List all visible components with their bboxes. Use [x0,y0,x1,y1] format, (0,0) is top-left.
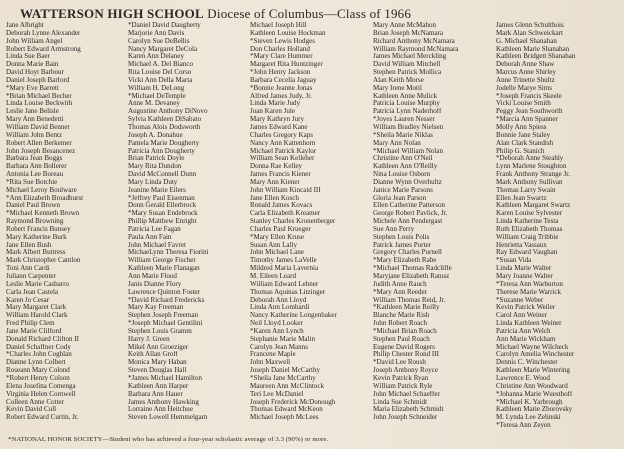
student-name: Michael Patrick Kaylor [250,147,317,155]
student-name: Jodelle Marye Sims [496,84,552,92]
student-name: *Steven Lewis Hodges [250,37,315,45]
student-name: *Michael K. Yarbrough [496,398,563,406]
student-name: Lorraine Ann Heitchue [128,406,193,414]
student-name: Elena Josefina Comenga [6,382,76,390]
student-name: Augustine Anthony DiNovo [128,108,208,116]
student-name: Linda Marie Judy [250,100,301,108]
student-name: Alan Clark Standish [496,139,554,147]
student-name: James Edward Kane [250,123,308,131]
student-name: Stephanie Marie Malin [250,335,315,343]
student-name: Ray Edward Vaughan [496,249,558,257]
student-name: Joan Karen Jule [250,108,296,116]
student-name: Lynn Marlene Stoughton [496,163,567,171]
student-name: Neil Lloyd Looker [250,320,303,328]
student-name: Jane Ellen Bush [6,241,52,249]
student-name: Linda Ann Lombardi [250,304,310,312]
student-name: Kathleen Ann O'Reilly [373,163,438,171]
student-name: Michele Ann Pendergast [373,218,443,226]
student-name: Maureen Ann McClintock [250,382,324,390]
student-name: Alan Keith Morse [373,76,424,84]
student-name: Jane Ellen Kosch [250,194,299,202]
student-name: Brian Joseph McNamara [373,29,444,37]
student-name: *Sheila Marie Niklas [373,131,433,139]
student-name: William Edward Lehner [250,280,319,288]
student-name: Mary Kay Freeman [128,304,184,312]
student-name: M. Eileen Leard [250,273,296,280]
student-name: Richard Anthony McNamara [373,37,455,45]
student-name: Robert Edward Curtin, Jr. [6,414,79,422]
student-name: Charles Paul Krueger [250,225,311,233]
student-name: Stephen Paul Roach [373,335,430,343]
student-name: Ellen Jean Swartz [496,194,547,202]
student-name: Kevin Patrick Weiler [496,304,556,312]
student-name: Kathleen Marie Wintering [496,367,570,375]
student-name: *Mary Ellen Kruse [250,233,305,241]
student-name: Michael Leroy Boulware [6,186,77,194]
student-name: Anne M. Devaney [128,100,180,108]
name-columns [6,22,622,434]
student-name: Linda Sue Baer [6,53,50,61]
student-name: Patricia Lee Fagan [128,225,181,233]
student-name: *Ann Elizabeth Broadhurst [6,194,84,202]
student-name: Mary Rita Dundon [128,163,182,171]
student-name: Kathleen Marie Flanagan [128,265,200,273]
student-name: Henrietta Vassaux [496,241,547,249]
student-name: *Deborah Anne Steahly [496,155,564,163]
student-name: Don Charles Holland [250,45,310,53]
student-name: Mildred Maria Lavernia [250,265,319,273]
student-name: Peggy Jean Southworth [496,108,563,116]
student-name: *Susan Vida [496,257,532,265]
student-name: Mary Ann Nolan [373,139,421,147]
student-name: William Craig Tribbie [496,233,559,241]
student-name: Keith Allan Groff [128,351,178,359]
student-name: Steven Lowell Hemmelgarn [128,414,208,422]
student-name: MichaeLynn Theresa Fiorini [128,249,209,257]
student-name: Ronald James Kovacs [250,202,313,210]
student-name: Deborah Anne Shaw [496,61,555,69]
student-name: Mary Ann Benedetti [6,116,64,124]
student-name: Francene Maple [250,351,296,359]
student-name: Susan Ann Lally [250,241,297,249]
student-name: William Sean Kelleher [250,155,315,163]
student-name: Maryjane Elizabeth Ratusz [373,273,450,280]
student-name: G. Michael Shanahan [496,37,557,45]
student-name: Gregory Charles Purnell [373,249,442,257]
student-name: Harry J. Green [128,335,170,343]
student-name: *Mary Susan Endebrock [128,210,198,218]
student-name: *Bonnie Jeanne Jonas [250,84,313,92]
student-name: *Mary Eve Barrett [6,84,59,92]
student-name: Stanley Charles Kronenberger [250,218,336,226]
student-name: Linda Katherine Testa [496,218,559,226]
student-name: Thomas Larry Swain [496,186,556,194]
student-name: Blanche Marie Rish [373,312,430,320]
student-name: Pamela Marie Dougherty [128,139,200,147]
student-name: Kevin David Cull [6,406,57,414]
student-name: Thomas Alois Dodsworth [128,123,201,131]
student-name: Kathleen Marie Zborovsky [496,406,573,414]
student-name: *Joyes Lauren Nesser [373,116,435,124]
student-name: Maria Elizabeth Schmidt [373,406,444,414]
student-name: Vicki Ann Della Marta [128,76,193,84]
student-name: Jane Marie Clifford [6,327,62,335]
student-name: David McConnell Dunn [128,171,197,179]
student-name: William Raymond McNamara [373,45,459,53]
student-name: Roseann Mary Colond [6,367,70,375]
student-name: Nancy Ann Kattenhorn [250,139,316,147]
student-name: Linda Louise Beckwith [6,100,73,108]
name-column-3 [250,22,362,422]
student-name: Ruth Elizabeth Thomas [496,225,563,233]
student-name: *Johanna Marie Wuesthoff [496,390,573,398]
student-name: Fred Philip Clem [6,320,55,328]
student-name: *Kathleen Marie Reilly [373,304,440,312]
student-name: Patricia Ann Dougherty [128,147,195,155]
student-name: Kathleen Anne Mulick [373,92,438,100]
student-name: Nancy Margaret DeCola [128,45,198,53]
student-name: James Francis Kiener [250,171,311,179]
student-name: Christine Ann O'Neil [373,155,433,163]
student-name: Marcus Anne Shirley [496,69,556,77]
student-name: Carolyn Amelia Winchester [496,351,575,359]
student-name: *John Henry Jackson [250,69,311,77]
student-name: Michael Wayne Wilcheck [496,343,569,351]
student-name: Kathleen Ann Harper [128,382,189,390]
student-name: *Joseph Francis Skeele [496,92,562,100]
student-name: Mary Irene Motil [373,84,422,92]
student-name: John Joseph Schneider [373,414,438,422]
student-name: Marjorie Ann Davis [128,29,185,37]
student-name: Toni Ann Cardi [6,265,50,273]
student-name: Gloria Jean Parson [373,194,427,202]
student-name: Michael A. Del Bianco [128,61,193,69]
student-name: James Glenn Schulthois [496,22,564,29]
student-name: *Michael William Nolan [373,147,444,155]
student-name: Sue Ann Perry [373,225,415,233]
student-name: Mark Anthony Sullivan [496,178,563,186]
student-name: Patrick James Porter [373,241,431,249]
student-name: Bonnie Jane Staley [496,131,551,139]
student-name: Deborah Lynne Alexander [6,29,81,37]
student-name: M. Lynda Lee Zelinski [496,414,561,422]
student-name: *Michael DeTemple [128,92,186,100]
student-name: *James Michael Hamilton [128,374,202,382]
name-column-4 [373,22,485,422]
student-name: David Hoyt Barbour [6,69,64,77]
student-name: Carolyn Jean Manns [250,343,308,351]
student-name: Kevin Patrick Ryan [373,374,429,382]
student-name: *Robert Henry Colson [6,374,70,382]
student-name: Lawrence Quinton Foster [128,288,201,296]
diocese-name: Diocese of Columbus [207,6,324,21]
student-name: Sylvia Kathleen DiSabato [128,116,202,124]
student-name: Robert Edward Armstrong [6,45,81,53]
student-name: Kathleen Marie Shanahan [496,45,570,53]
student-name: *Karen Ann Lynch [250,327,304,335]
student-name: *Jeffrey Paul Eisenman [128,194,195,202]
student-name: Nancy Katherine Longenbaker [250,312,337,320]
student-name: Leslie Jane Belisle [6,108,59,116]
student-name: Charles Gregory Kaps [250,131,314,139]
student-name: David William Mitchell [373,61,441,69]
student-name: Stephen Patrick Mollica [373,69,442,77]
student-name: John Joseph Besancenez [6,147,76,155]
student-name: Frank Anthony Strange Jr. [496,171,570,179]
student-name: Jeanine Marie Eilers [128,186,186,194]
student-name: *Mary Ann Reeder [373,288,428,296]
student-name: *David Lee Roush [373,359,426,367]
student-name: Barbara Ann Hauer [128,390,183,398]
student-name: Mary Katherine Burk [6,233,67,241]
student-name: Molly Ann Spiess [496,123,547,131]
student-name: Stephen Joseph Freeman [128,312,199,320]
student-name: *Michael Thomas Radcliffe [373,265,452,273]
student-name: Vicki Louise Smith [496,100,551,108]
student-name: Janice Marie Parsons [373,186,433,194]
student-name: Anne Trinette Shultz [496,76,555,84]
student-name: Antonia Lee Boreau [6,171,64,179]
student-name: Carla Jean Castela [6,288,59,296]
name-column-1 [6,22,118,422]
student-name: *Mary Clare Hummer [250,53,313,61]
student-name: Carolyn Sue DeBellis [128,37,190,45]
student-name: *Suzanne Weber [496,296,544,304]
student-name: William Patrick Ryle [373,382,433,390]
student-name: Kathleen Margaret Swartz [496,202,571,210]
student-name: George Robert Pavlick, Jr. [373,210,448,218]
student-name: William George Fischer [128,257,196,265]
student-name: Linda Marie Walter [496,265,552,273]
student-name: Carol Ann Weiner [496,312,547,320]
student-name: Rita Louise Del Corso [128,69,192,77]
student-name: Patricia Louise Murphy [373,100,440,108]
student-name: *David Richard Fredericks [128,296,205,304]
student-name: Dianne Lynn Colbert [6,359,66,367]
student-name: *Teresa Ann Zeyen [496,422,551,430]
student-name: John Michael Lane [250,249,305,257]
student-name: Teri Lee McDaniel [250,390,304,398]
student-name: Robert Francis Bunsey [6,225,71,233]
student-name: Karen Louise Sylvester [496,210,563,218]
student-name: John William Kincaid III [250,186,321,194]
student-name: Therese Marie Warrick [496,288,562,296]
student-name: William John Bentz [6,131,63,139]
student-name: Mary Anne McMahon [373,22,437,29]
student-name: Linda Kathleen Weiner [496,320,562,328]
school-name: WATTERSON HIGH SCHOOL [20,6,204,21]
student-name: Mark Christopher Cantlon [6,257,81,265]
student-name: Stephen Louis Polis [373,233,430,241]
student-name: Michael Joseph McLees [250,414,319,422]
student-name: *Michael Brian Roach [373,327,437,335]
student-name: Stephen Louis Gramm [128,327,192,335]
student-name: Mary Kathryn Jury [250,116,305,124]
student-name: William Thomas Reid, Jr. [373,296,446,304]
student-name: *Sheila Jane McCarthy [250,374,316,382]
student-name: Mary Margaret Clark [6,304,67,312]
student-name: Juliann Carpenter [6,273,56,280]
student-name: Virginia Helen Cornwell [6,390,76,398]
student-name: *Mary Elizabeth Rabe [373,257,437,265]
student-name: Patricia Lynn Naderhoff [373,108,442,116]
student-name: Barbara Jean Boggs [6,155,63,163]
student-name: Margaret Rita Huntzinger [250,61,323,69]
student-name: Donna Marie Bain [6,61,59,69]
student-name: Nina Louise Osborn [373,171,431,179]
page-header [20,7,620,21]
student-name: Raymond Browning [6,218,64,226]
student-name: Patricia Ann Welch [496,327,551,335]
student-name: Mark Alan Schweickart [496,29,563,37]
student-name: Dianne Wynn Overhultz [373,178,442,186]
student-name: Kathleen Bridgett Shanahan [496,53,576,61]
student-name: *Daniel David Daugherty [128,22,201,29]
student-name: Christine Ann Woodward [496,382,568,390]
student-name: Joseph A. Donahue [128,131,183,139]
student-name: Janis Dianne Flory [128,280,182,288]
student-name: John Michael Schaeffer [373,390,440,398]
student-name: William Bradley Nielsen [373,123,444,131]
student-name: Jane Albright [6,22,44,29]
student-name: Paula Ann Fain [128,233,172,241]
honor-society-footnote: *NATIONAL HONOR SOCIETY—Student who has achieved a four-year scholastic average of 3.3 (90%) or more. [8,436,329,443]
student-name: William David Bennet [6,123,70,131]
student-name: Donald Richard Clifton II [6,335,79,343]
student-name: Philip Chester Rond III [373,351,439,359]
student-name: Colleen Anne Cotter [6,398,64,406]
student-name: Ellen Catherine Patterson [373,202,446,210]
student-name: William Harold Clark [6,312,68,320]
student-name: Carla Elizabeth Kreamer [250,210,321,218]
student-name: Barbara Ann Bollerer [6,163,67,171]
student-name: Joseph Daniel McCarthy [250,367,321,375]
student-name: Mikel Ann Groeziger [128,343,189,351]
name-column-5 [496,22,608,430]
student-name: Joseph Frederick McDonough [250,398,336,406]
student-name: James Anthony Hawking [128,398,199,406]
student-name: James Michael Merckling [373,53,447,61]
student-name: Leslie Marie Casbarro [6,280,70,288]
student-name: Thomas Edward McKeon [250,406,323,414]
student-name: Mary Linda Duty [128,178,178,186]
student-name: *Michael Kenneth Brown [6,210,80,218]
student-name: John Robert Roach [373,320,428,328]
student-name: *Teresa Ann Warburton [496,280,563,288]
student-name: John Maxwell [250,359,291,367]
student-name: *Marcia Ann Spanner [496,116,558,124]
student-name: Daniel Paul Brown [6,202,61,210]
student-name: *Brian Michael Becher [6,92,72,100]
student-name: Daniel Joseph Barford [6,76,70,84]
student-name: Monica Mary Haban [128,359,187,367]
student-name: *Rita Sue Botchie [6,178,58,186]
student-name: Dennis C. Winchester [496,359,558,367]
student-name: Barbara Cecelia Jaguay [250,76,317,84]
student-name: Karen Ann Delaney [128,53,184,61]
student-name: Robert Allen Berkemer [6,139,72,147]
student-name: Judith Anne Rauch [373,280,427,288]
student-name: Ann Marie Wickham [496,335,556,343]
student-name: William H. DeLong [128,84,185,92]
student-name: Karen Jo Cesar [6,296,50,304]
student-name: Michael Joseph Hill [250,22,307,29]
student-name: Mark Albert Buttress [6,249,66,257]
student-name: John Michael Favret [128,241,186,249]
student-name: Deborah Ann Lloyd [250,296,307,304]
student-name: Timothy James LaVelle [250,257,317,265]
student-name: Donn Gerald Ellerbrock [128,202,197,210]
student-name: Philip G. Stanich [496,147,545,155]
student-name: Steven Douglas Hall [128,367,187,375]
student-name: Daniel Schaffner Cody [6,343,71,351]
student-name: Donna Rae Kelley [250,163,303,171]
student-name: Kathleen Louise Hockman [250,29,326,37]
student-name: Alfred James Judy, Jr. [250,92,312,100]
student-name: Eugene David Rogers [373,343,435,351]
student-name: Mary Joanne Walter [496,273,553,280]
student-name: Mary Ann Kiener [250,178,300,186]
class-year: —Class of 1966 [323,6,412,21]
student-name: Joseph Anthony Royce [373,367,438,375]
student-name: Brian Patrick Doyle [128,155,185,163]
student-name: Linda Sue Schmidt [373,398,428,406]
student-name: *Charles John Coghlan [6,351,72,359]
student-name: Thomas Aquinas Litzinger [250,288,326,296]
student-name: Phillip Matthew Enright [128,218,197,226]
student-name: John William Angel [6,37,63,45]
student-name: *Joseph Michael Gentilini [128,320,203,328]
student-name: Ann Marie Flood [128,273,177,280]
name-column-2 [128,22,240,422]
student-name: Lawrence E. Wood [496,374,550,382]
